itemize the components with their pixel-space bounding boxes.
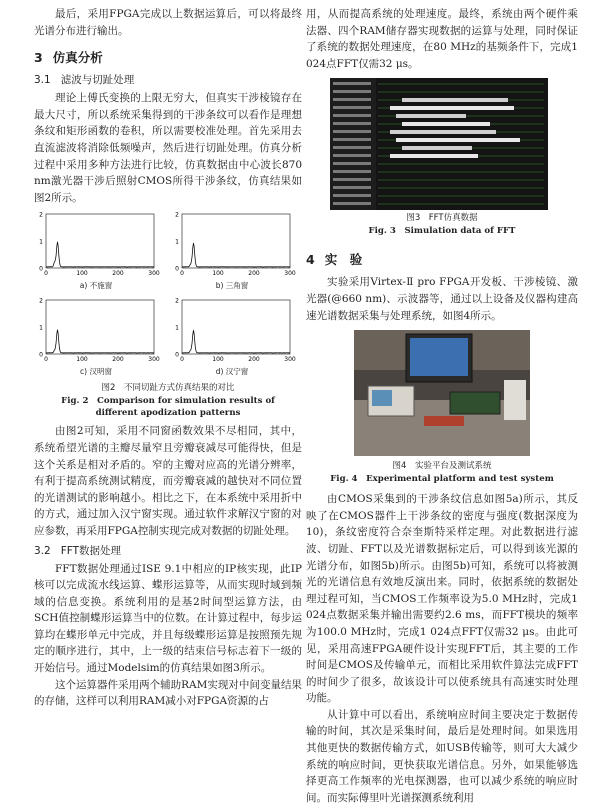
plot-frame [182,300,290,354]
section-number: 3 [34,50,43,66]
signal-bus-value [396,138,520,142]
x-tick-label: 0 [180,356,184,364]
x-tick-label: 100 [76,270,88,278]
figure-4-caption-cn: 图4 实验平台及测试系统 [392,461,492,472]
subplot-label: c) 汉明窗 [80,367,112,377]
y-tick-label: 0 [175,265,179,273]
y-tick-label: 2 [175,211,179,219]
x-tick-label: 0 [44,270,48,278]
y-tick-label: 0 [39,265,43,273]
subplot [170,210,294,280]
signal-bus-value [396,114,466,118]
paragraph-right-last: 从计算中可以看出，系统响应时间主要决定于数据传输的时间，其次是采集时间，最后是处理时间。如果选用其他更快的数据传输方式，如USB传输等，则可大大减少系统的响应时间，更快获取光谱信息。另外，如果能够选择更高工作频率的光电探测器，也可以减少系统的响应时间。而实际傅里叶光谱探测系统利用 [306,708,578,804]
spectrum-line [46,330,154,354]
subsection-number: 3.1 [34,74,51,87]
x-tick-label: 0 [44,356,48,364]
signal-bus-value [402,122,490,126]
x-tick-label: 300 [148,270,160,278]
plot-frame [46,214,154,268]
x-tick-label: 100 [212,356,224,364]
x-tick-label: 300 [284,270,296,278]
paragraph-3-1: 理论上傅氏变换的上限无穷大，但真实干涉棱镜存在最大尺寸，所以系统采集得到的干涉条纹可以看作是理想条纹和矩形函数的卷积，所以需要校准处理。首先采用去直流滤波将消除低频噪声，然后进行切趾处理。仿真分析过程中采用多种方法进行比较，仿真数据由中心波长870 nm激光器干涉后照射CMOS所得干涉条纹，仿真结果如图2所示。 [34,92,302,204]
figure-2-caption-en-2: different apodization patterns [95,408,241,419]
signal-name [333,114,371,117]
x-tick-label: 200 [112,270,124,278]
paragraph-right-top: 用，从而提高系统的处理速度。最终，系统由两个硬件乘法器、四个RAM储存器实现数据的运算与处理，同时保证了系统的数据处理速度，在80 MHz的基频条件下，完成1 024点FFT仅需32 μs。 [306,8,578,70]
signal-bus-value [390,154,478,158]
paragraph-4: 实验采用Virtex-Ⅱ pro FPGA开发板、干涉棱镜、激光器(@660 nm)、示波器等，通过以上设备及仪器构建高速光谱数据采集与处理系统，如图4所示。 [306,276,578,322]
paragraph-left-last: 这个运算器件采用两个辅助RAM实现对中间变量结果的存储，这样可以利用RAM减小对FPGA资源的占 [34,678,302,708]
subplot [34,296,158,366]
plot-frame [182,214,290,268]
figure-4-caption-en: Fig. 4 Experimental platform and test system [330,474,554,485]
signal-name [333,130,371,133]
signal-bus-value [390,106,514,110]
subplot [170,296,294,366]
lab-photo-image [354,330,530,456]
figure-3-simulation-screenshot [330,78,548,210]
x-tick-label: 100 [212,270,224,278]
signal-name [333,98,371,101]
spectrum-line [46,242,154,267]
signal-name [333,202,371,205]
figure-2-caption-cn: 图2 不同切趾方式仿真结果的对比 [101,383,235,394]
y-tick-label: 1 [175,324,179,332]
signal-name [333,122,371,125]
subsection-3-2-heading [34,543,302,559]
signal-name [333,170,371,173]
signal-bus-value [402,98,508,102]
subsection-title: FFT数据处理 [60,544,122,557]
paragraph-3-2: FFT数据处理通过ISE 9.1中相应的IP核实现，此IP核可以完成流水线运算、蝶形运算等，从而实现时域到频域的信息变换。系统利用的是基2时间型运算方法，由SCH值控制蝶形运算当中的位数。在计算过程中，每步运算均在蝶形单元中完成，并且每级蝶形运算是按照预先规定的顺序进行，其中，上一级的结束信号标志着下一级的开始信号。通过Modelsim的仿真结果如图3所示。 [34,562,302,675]
figure-3-caption-en: Fig. 3 Simulation data of FFT [368,226,516,237]
x-tick-label: 100 [76,356,88,364]
subsection-3-1-heading [34,72,302,88]
x-tick-label: 200 [248,270,260,278]
intro-paragraph: 最后，采用FPGA完成以上数据运算后，可以将最终光谱分布进行输出。 [34,8,302,37]
subsection-number: 3.2 [34,544,51,557]
signal-name [333,154,371,157]
y-tick-label: 1 [175,238,179,246]
signal-name [333,186,371,189]
subplot-label: d) 汉宁窗 [215,367,249,377]
paragraph-after-fig4: 由CMOS采集到的干涉条纹信息如图5a)所示，其反映了在CMOS器件上干涉条纹的密度与强度(数据深度为10)，条纹密度符合奈奎斯特采样定理。对此数据进行滤波、切趾、FFT以及光谱数据标定后，可以得到该光源的光谱分布，如图5b)所示。由图5b)可知，系统可以将被测光的光谱信息有效地反演出来。同时，依据系统的数据处理过程可知，当CMOS工作频率设为5.0 MHz时，完成1 024点数据采集并输出需要约2.6 ms，而FFT模块的频率为100.0 MHz时，完成1 024点FFT仅需32 μs。由此可见，采用高速FPGA硬件设计实现FFT后，其主要的工作时间是CMOS及传输单元，而相比采用软件算法完成FFT的时间少了很多，故该设计可以使系统具有高速实时处理功能。 [306,493,578,705]
figure-4-photo [354,330,530,456]
signal-name [333,162,371,165]
y-tick-label: 2 [175,297,179,305]
x-tick-label: 0 [180,270,184,278]
section-title: 仿真分析 [52,50,103,66]
signal-bus-value [402,146,472,150]
figure-2 [34,210,302,380]
section-number: 4 [306,252,315,268]
section-title: 实 验 [324,252,363,268]
signal-name [333,146,371,149]
left-column [34,6,302,710]
subplot-label: a) 不施窗 [79,281,113,291]
signal-name [333,90,371,93]
signal-name [333,178,371,181]
x-tick-label: 200 [112,356,124,364]
x-tick-label: 300 [284,356,296,364]
signal-bus-value [390,130,496,134]
spectrum-line [182,243,290,267]
y-tick-label: 2 [39,297,43,305]
y-tick-label: 0 [175,351,179,359]
subplot [34,210,158,280]
subsection-title: 滤波与切趾处理 [60,74,135,87]
y-tick-label: 0 [39,351,43,359]
y-tick-label: 1 [39,238,43,246]
figure-3-caption-cn: 图3 FFT仿真数据 [406,213,478,224]
spectrum-line [182,331,290,354]
subplot-label: b) 三角窗 [215,281,249,291]
signal-name [333,82,371,85]
plot-frame [46,300,154,354]
paragraph-after-fig2: 由图2可知，采用不同窗函数效果不尽相同，其中，系统希望光谱的主瓣尽量窄且旁瓣衰减尽可能得快，但是这个关系是相对矛盾的。窄的主瓣对应高的光谱分辨率，有利于提高系统测试精度，而旁瓣衰减的越快对不同位置的光谱测试的影响越小。相比之下，在本系统中采用折中的方式，通过加入汉宁窗实现。通过软件求解汉宁窗的对应参数，再采用FPGA控制实现完成对数据的切趾处理。 [34,425,302,537]
x-tick-label: 300 [148,356,160,364]
signal-name [333,138,371,141]
right-column [306,6,578,806]
y-tick-label: 2 [39,211,43,219]
section-4-heading [306,251,578,269]
waveform-image [330,78,548,210]
y-tick-label: 1 [39,324,43,332]
signal-name [333,106,371,109]
x-tick-label: 200 [248,356,260,364]
figure-2-caption-en-1: Fig. 2 Comparison for simulation results of [61,396,275,407]
signal-name [333,194,371,197]
section-3-heading [34,49,302,67]
